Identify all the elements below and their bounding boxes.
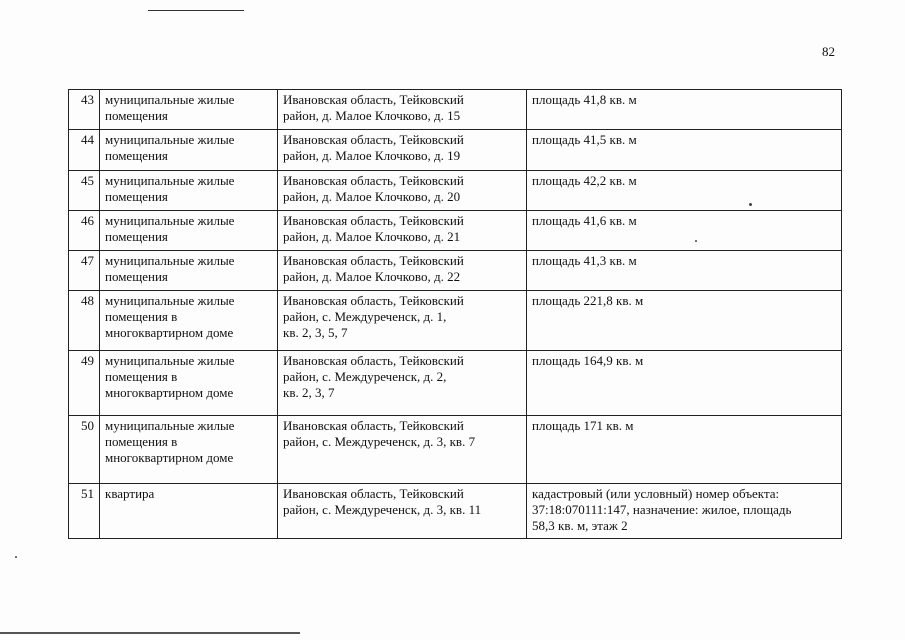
row-number: 45 (69, 171, 100, 211)
object-type: квартира (100, 484, 278, 539)
address: Ивановская область, Тейковский район, д. Малое Клочково, д. 20 (278, 171, 527, 211)
row-number: 44 (69, 130, 100, 171)
characteristics: площадь 221,8 кв. м (527, 291, 842, 351)
row-number: 43 (69, 90, 100, 130)
scan-speck (749, 203, 752, 206)
top-rule (148, 10, 244, 11)
characteristics: площадь 41,8 кв. м (527, 90, 842, 130)
table-row (69, 171, 842, 211)
address: Ивановская область, Тейковский район, с. Междуреченск, д. 3, кв. 11 (278, 484, 527, 539)
characteristics: площадь 41,6 кв. м (527, 211, 842, 251)
address: Ивановская область, Тейковский район, д. Малое Клочково, д. 15 (278, 90, 527, 130)
object-type: муниципальные жилые помещения (100, 171, 278, 211)
table-row (69, 351, 842, 416)
table-row (69, 130, 842, 171)
characteristics: площадь 164,9 кв. м (527, 351, 842, 416)
characteristics: площадь 41,5 кв. м (527, 130, 842, 171)
address: Ивановская область, Тейковский район, д. Малое Клочково, д. 22 (278, 251, 527, 291)
table-row (69, 90, 842, 130)
property-table (68, 89, 842, 539)
characteristics: кадастровый (или условный) номер объекта: 37:18:070111:147, назначение: жилое, площадь 58,3 кв. м, этаж 2 (527, 484, 842, 539)
row-number: 46 (69, 211, 100, 251)
address: Ивановская область, Тейковский район, д. Малое Клочково, д. 19 (278, 130, 527, 171)
address: Ивановская область, Тейковский район, с. Междуреченск, д. 1, кв. 2, 3, 5, 7 (278, 291, 527, 351)
scan-speck (15, 556, 17, 558)
row-number: 50 (69, 416, 100, 484)
table-row (69, 416, 842, 484)
table-row (69, 291, 842, 351)
characteristics: площадь 42,2 кв. м (527, 171, 842, 211)
table-row (69, 251, 842, 291)
characteristics: площадь 171 кв. м (527, 416, 842, 484)
page-number: 82 (822, 44, 835, 59)
row-number: 51 (69, 484, 100, 539)
table-row (69, 211, 842, 251)
object-type: муниципальные жилые помещения (100, 251, 278, 291)
row-number: 48 (69, 291, 100, 351)
table-row (69, 484, 842, 539)
address: Ивановская область, Тейковский район, с. Междуреченск, д. 2, кв. 2, 3, 7 (278, 351, 527, 416)
row-number: 47 (69, 251, 100, 291)
object-type: муниципальные жилые помещения (100, 90, 278, 130)
bottom-rule (0, 632, 300, 634)
object-type: муниципальные жилые помещения (100, 211, 278, 251)
address: Ивановская область, Тейковский район, д. Малое Клочково, д. 21 (278, 211, 527, 251)
scan-speck (695, 240, 697, 242)
object-type: муниципальные жилые помещения в многоквартирном доме (100, 351, 278, 416)
object-type: муниципальные жилые помещения в многоквартирном доме (100, 416, 278, 484)
object-type: муниципальные жилые помещения в многоквартирном доме (100, 291, 278, 351)
row-number: 49 (69, 351, 100, 416)
address: Ивановская область, Тейковский район, с. Междуреченск, д. 3, кв. 7 (278, 416, 527, 484)
characteristics: площадь 41,3 кв. м (527, 251, 842, 291)
object-type: муниципальные жилые помещения (100, 130, 278, 171)
